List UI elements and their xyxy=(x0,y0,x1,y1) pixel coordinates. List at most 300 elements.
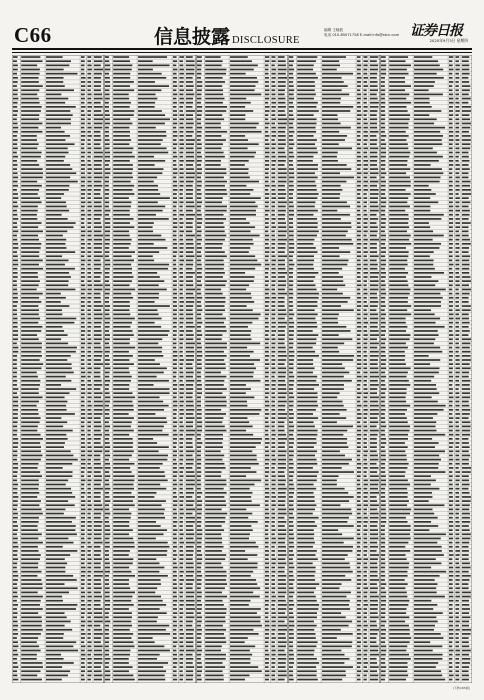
text-glyphs xyxy=(271,81,275,83)
text-glyphs xyxy=(449,201,453,203)
text-glyphs xyxy=(265,533,268,535)
text-glyphs xyxy=(173,646,176,648)
text-glyphs xyxy=(297,376,317,378)
text-glyphs xyxy=(381,177,385,179)
text-glyphs xyxy=(278,201,287,203)
text-glyphs xyxy=(138,251,159,253)
text-glyphs xyxy=(363,380,367,382)
text-glyphs xyxy=(46,56,63,58)
text-glyphs xyxy=(278,380,285,382)
text-glyphs xyxy=(381,272,386,274)
text-glyphs xyxy=(179,563,183,565)
text-glyphs xyxy=(455,185,459,187)
text-glyphs xyxy=(449,127,453,129)
text-glyphs xyxy=(13,181,18,183)
text-glyphs xyxy=(113,646,134,648)
text-glyphs xyxy=(289,646,293,648)
text-glyphs xyxy=(138,305,170,307)
text-glyphs xyxy=(278,546,286,548)
text-glyphs xyxy=(21,492,39,494)
text-glyphs xyxy=(370,546,378,548)
text-glyphs xyxy=(297,289,316,291)
text-glyphs xyxy=(173,305,177,307)
text-glyphs xyxy=(205,426,225,428)
text-glyphs xyxy=(370,318,378,320)
text-glyphs xyxy=(462,475,469,477)
text-glyphs xyxy=(105,239,110,241)
text-glyphs xyxy=(455,235,460,237)
text-glyphs xyxy=(322,579,351,581)
text-glyphs xyxy=(381,135,386,137)
text-glyphs xyxy=(449,152,453,154)
text-glyphs xyxy=(113,575,135,577)
text-glyphs xyxy=(186,65,195,67)
text-glyphs xyxy=(113,405,133,407)
text-glyphs xyxy=(186,106,193,108)
text-glyphs xyxy=(357,596,361,598)
text-glyphs xyxy=(357,430,361,432)
text-glyphs xyxy=(370,272,379,274)
text-glyphs xyxy=(81,160,85,162)
text-glyphs xyxy=(265,658,269,660)
text-glyphs xyxy=(230,563,258,565)
text-glyphs xyxy=(322,305,341,307)
text-glyphs xyxy=(113,426,131,428)
text-glyphs xyxy=(179,592,183,594)
text-glyphs xyxy=(197,430,202,432)
text-glyphs xyxy=(179,231,183,233)
text-glyphs xyxy=(21,231,43,233)
text-glyphs xyxy=(13,148,18,150)
text-glyphs xyxy=(322,168,351,170)
text-glyphs xyxy=(297,513,313,515)
text-glyphs xyxy=(179,172,183,174)
text-glyphs xyxy=(322,181,346,183)
text-glyphs xyxy=(462,235,469,237)
text-glyphs xyxy=(297,152,318,154)
text-glyphs xyxy=(138,455,168,457)
text-glyphs xyxy=(230,629,253,631)
text-glyphs xyxy=(186,177,195,179)
text-glyphs xyxy=(363,343,367,345)
text-glyphs xyxy=(357,434,361,436)
text-glyphs xyxy=(87,114,91,116)
text-glyphs xyxy=(179,488,182,490)
text-glyphs xyxy=(13,226,17,228)
text-glyphs xyxy=(87,255,91,257)
text-glyphs xyxy=(205,525,221,527)
text-glyphs xyxy=(21,235,38,237)
text-glyphs xyxy=(105,430,109,432)
text-glyphs xyxy=(271,102,276,104)
text-glyphs xyxy=(13,272,18,274)
text-glyphs xyxy=(94,376,101,378)
text-glyphs xyxy=(357,139,361,141)
text-glyphs xyxy=(357,260,361,262)
text-glyphs xyxy=(46,255,62,257)
text-glyphs xyxy=(370,583,377,585)
text-glyphs xyxy=(13,322,18,324)
text-glyphs xyxy=(205,94,223,96)
text-glyphs xyxy=(197,309,202,311)
text-glyphs xyxy=(363,405,367,407)
text-glyphs xyxy=(87,538,91,540)
text-glyphs xyxy=(186,73,194,75)
text-glyphs xyxy=(449,438,453,440)
text-glyphs xyxy=(13,56,18,58)
text-glyphs xyxy=(230,625,262,627)
text-glyphs xyxy=(414,351,442,353)
text-glyphs xyxy=(21,438,43,440)
text-glyphs xyxy=(13,484,18,486)
text-glyphs xyxy=(389,392,406,394)
contact-info xyxy=(324,28,399,38)
text-glyphs xyxy=(21,608,43,610)
text-glyphs xyxy=(357,235,361,237)
text-glyphs xyxy=(265,662,269,664)
text-glyphs xyxy=(81,500,85,502)
text-glyphs xyxy=(271,164,275,166)
text-glyphs xyxy=(230,201,255,203)
text-glyphs xyxy=(13,434,17,436)
text-glyphs xyxy=(138,255,153,257)
text-glyphs xyxy=(449,384,452,386)
text-glyphs xyxy=(173,247,177,249)
text-glyphs xyxy=(297,484,313,486)
text-glyphs xyxy=(271,185,275,187)
text-glyphs xyxy=(381,413,385,415)
text-glyphs xyxy=(322,438,347,440)
text-glyphs xyxy=(322,297,350,299)
text-glyphs xyxy=(363,330,367,332)
text-glyphs xyxy=(138,625,169,627)
text-glyphs xyxy=(381,268,385,270)
text-glyphs xyxy=(105,637,109,639)
text-glyphs xyxy=(322,314,339,316)
text-glyphs xyxy=(271,583,275,585)
text-glyphs xyxy=(289,650,293,652)
text-glyphs xyxy=(21,604,40,606)
text-glyphs xyxy=(21,538,38,540)
text-glyphs xyxy=(46,538,68,540)
text-glyphs xyxy=(105,56,109,58)
text-glyphs xyxy=(370,123,377,125)
text-glyphs xyxy=(197,367,202,369)
text-glyphs xyxy=(113,131,130,133)
text-glyphs xyxy=(357,314,361,316)
text-glyphs xyxy=(113,118,130,120)
text-glyphs xyxy=(322,509,351,511)
text-glyphs xyxy=(370,106,379,108)
text-glyphs xyxy=(179,168,183,170)
text-glyphs xyxy=(322,413,340,415)
text-glyphs xyxy=(186,260,193,262)
text-glyphs xyxy=(265,185,270,187)
text-glyphs xyxy=(381,160,385,162)
text-glyphs xyxy=(322,189,342,191)
text-glyphs xyxy=(462,226,469,228)
text-glyphs xyxy=(322,446,348,448)
text-glyphs xyxy=(105,222,110,224)
text-glyphs xyxy=(462,94,469,96)
text-glyphs xyxy=(370,214,377,216)
text-glyphs xyxy=(265,65,268,67)
text-glyphs xyxy=(186,455,193,457)
text-glyphs xyxy=(81,533,85,535)
text-glyphs xyxy=(381,102,385,104)
text-glyphs xyxy=(322,139,345,141)
text-glyphs xyxy=(449,305,453,307)
text-glyphs xyxy=(87,666,91,668)
text-glyphs xyxy=(94,596,102,598)
text-glyphs xyxy=(113,666,132,668)
text-glyphs xyxy=(13,60,17,62)
text-glyphs xyxy=(357,587,360,589)
text-glyphs xyxy=(271,629,275,631)
text-glyphs xyxy=(289,550,293,552)
text-glyphs xyxy=(455,314,459,316)
text-glyphs xyxy=(297,148,317,150)
text-glyphs xyxy=(113,338,130,340)
text-glyphs xyxy=(205,459,222,461)
text-glyphs xyxy=(113,65,132,67)
text-glyphs xyxy=(179,413,183,415)
text-glyphs xyxy=(81,276,85,278)
text-glyphs xyxy=(289,480,293,482)
text-glyphs xyxy=(289,583,293,585)
text-glyphs xyxy=(462,397,470,399)
text-glyphs xyxy=(205,529,224,531)
text-glyphs xyxy=(113,218,133,220)
text-glyphs xyxy=(322,554,348,556)
text-glyphs xyxy=(389,467,407,469)
text-glyphs xyxy=(449,405,452,407)
text-glyphs xyxy=(265,301,269,303)
text-glyphs xyxy=(21,201,41,203)
text-glyphs xyxy=(265,260,268,262)
text-glyphs xyxy=(455,442,459,444)
text-glyphs xyxy=(81,118,85,120)
text-glyphs xyxy=(94,633,103,635)
text-glyphs xyxy=(370,641,377,643)
text-glyphs xyxy=(105,156,110,158)
text-glyphs xyxy=(173,409,177,411)
text-glyphs xyxy=(265,189,268,191)
text-glyphs xyxy=(46,318,76,320)
text-glyphs xyxy=(13,417,18,419)
text-glyphs xyxy=(87,670,91,672)
text-glyphs xyxy=(186,318,193,320)
text-glyphs xyxy=(113,297,133,299)
text-glyphs xyxy=(370,280,379,282)
text-glyphs xyxy=(230,94,261,96)
text-glyphs xyxy=(370,85,378,87)
text-glyphs xyxy=(414,98,429,100)
text-glyphs xyxy=(322,409,347,411)
text-glyphs xyxy=(81,60,85,62)
text-glyphs xyxy=(449,181,453,183)
text-glyphs xyxy=(13,135,17,137)
text-glyphs xyxy=(186,181,194,183)
text-glyphs xyxy=(322,164,347,166)
text-glyphs xyxy=(138,616,158,618)
text-glyphs xyxy=(449,85,452,87)
text-glyphs xyxy=(205,521,225,523)
text-glyphs xyxy=(197,384,202,386)
text-glyphs xyxy=(81,542,86,544)
text-glyphs xyxy=(363,114,366,116)
text-glyphs xyxy=(389,260,407,262)
text-glyphs xyxy=(271,98,275,100)
text-glyphs xyxy=(87,633,91,635)
text-glyphs xyxy=(13,679,18,681)
text-glyphs xyxy=(370,496,377,498)
text-glyphs xyxy=(370,587,378,589)
text-glyphs xyxy=(322,330,350,332)
text-glyphs xyxy=(414,81,435,83)
text-glyphs xyxy=(205,222,223,224)
text-glyphs xyxy=(46,517,76,519)
text-glyphs xyxy=(138,392,169,394)
text-glyphs xyxy=(173,338,176,340)
text-glyphs xyxy=(197,235,201,237)
text-glyphs xyxy=(462,143,470,145)
text-glyphs xyxy=(230,226,255,228)
text-glyphs xyxy=(414,421,436,423)
text-glyphs xyxy=(173,401,177,403)
text-glyphs xyxy=(87,131,90,133)
text-glyphs xyxy=(414,450,445,452)
text-glyphs xyxy=(205,131,227,133)
text-glyphs xyxy=(94,330,102,332)
text-glyphs xyxy=(230,554,257,556)
text-glyphs xyxy=(105,85,110,87)
text-glyphs xyxy=(230,484,254,486)
text-glyphs xyxy=(297,201,315,203)
text-glyphs xyxy=(21,666,43,668)
text-glyphs xyxy=(462,480,469,482)
text-glyphs xyxy=(21,152,41,154)
text-glyphs xyxy=(138,135,166,137)
text-glyphs xyxy=(13,289,17,291)
text-glyphs xyxy=(46,525,76,527)
text-glyphs xyxy=(87,463,90,465)
text-glyphs xyxy=(414,143,442,145)
text-glyphs xyxy=(414,455,439,457)
text-glyphs xyxy=(94,314,103,316)
text-glyphs xyxy=(414,392,439,394)
text-glyphs xyxy=(357,480,360,482)
text-glyphs xyxy=(46,251,75,253)
text-glyphs xyxy=(389,85,411,87)
text-glyphs xyxy=(186,392,193,394)
text-glyphs xyxy=(113,583,129,585)
text-glyphs xyxy=(81,504,85,506)
text-glyphs xyxy=(46,658,64,660)
text-glyphs xyxy=(357,421,360,423)
text-glyphs xyxy=(81,388,85,390)
text-glyphs xyxy=(13,218,18,220)
text-glyphs xyxy=(186,450,195,452)
text-glyphs xyxy=(138,446,169,448)
text-glyphs xyxy=(21,633,41,635)
text-glyphs xyxy=(289,666,293,668)
text-glyphs xyxy=(297,73,316,75)
text-glyphs xyxy=(138,554,167,556)
text-glyphs xyxy=(81,210,85,212)
text-glyphs xyxy=(113,554,129,556)
text-glyphs xyxy=(21,69,40,71)
text-glyphs xyxy=(389,193,410,195)
text-glyphs xyxy=(278,297,285,299)
text-glyphs xyxy=(205,430,226,432)
text-glyphs xyxy=(271,567,275,569)
text-glyphs xyxy=(389,376,406,378)
text-glyphs xyxy=(363,533,367,535)
text-glyphs xyxy=(462,89,470,91)
text-glyphs xyxy=(205,343,227,345)
text-glyphs xyxy=(357,579,361,581)
text-glyphs xyxy=(363,243,367,245)
text-glyphs xyxy=(46,135,70,137)
text-glyphs xyxy=(370,388,377,390)
text-glyphs xyxy=(186,384,193,386)
text-glyphs xyxy=(265,509,269,511)
text-glyphs xyxy=(381,164,386,166)
text-glyphs xyxy=(289,592,294,594)
text-glyphs xyxy=(462,168,470,170)
text-glyphs xyxy=(173,164,177,166)
text-glyphs xyxy=(87,343,91,345)
text-glyphs xyxy=(322,397,337,399)
text-glyphs xyxy=(289,488,295,490)
text-glyphs xyxy=(230,160,249,162)
text-glyphs xyxy=(186,463,194,465)
text-glyphs xyxy=(265,73,269,75)
text-glyphs xyxy=(271,442,275,444)
text-glyphs xyxy=(278,488,287,490)
text-glyphs xyxy=(230,405,247,407)
text-glyphs xyxy=(173,98,176,100)
text-glyphs xyxy=(370,650,378,652)
text-glyphs xyxy=(370,301,379,303)
text-glyphs xyxy=(230,646,255,648)
text-glyphs xyxy=(322,338,352,340)
text-glyphs xyxy=(87,413,91,415)
text-glyphs xyxy=(389,251,408,253)
text-glyphs xyxy=(21,592,37,594)
text-glyphs xyxy=(179,397,183,399)
text-glyphs xyxy=(455,347,459,349)
text-glyphs xyxy=(13,355,17,357)
text-glyphs xyxy=(113,633,133,635)
text-glyphs xyxy=(322,193,340,195)
text-glyphs xyxy=(87,168,91,170)
text-glyphs xyxy=(105,600,110,602)
text-glyphs xyxy=(113,384,129,386)
text-glyphs xyxy=(297,118,316,120)
text-glyphs xyxy=(289,156,294,158)
text-glyphs xyxy=(265,587,269,589)
text-glyphs xyxy=(265,504,269,506)
text-glyphs xyxy=(230,376,253,378)
text-glyphs xyxy=(173,222,177,224)
text-glyphs xyxy=(462,189,471,191)
text-glyphs xyxy=(205,463,224,465)
text-glyphs xyxy=(87,426,91,428)
text-glyphs xyxy=(186,143,194,145)
text-glyphs xyxy=(462,156,469,158)
